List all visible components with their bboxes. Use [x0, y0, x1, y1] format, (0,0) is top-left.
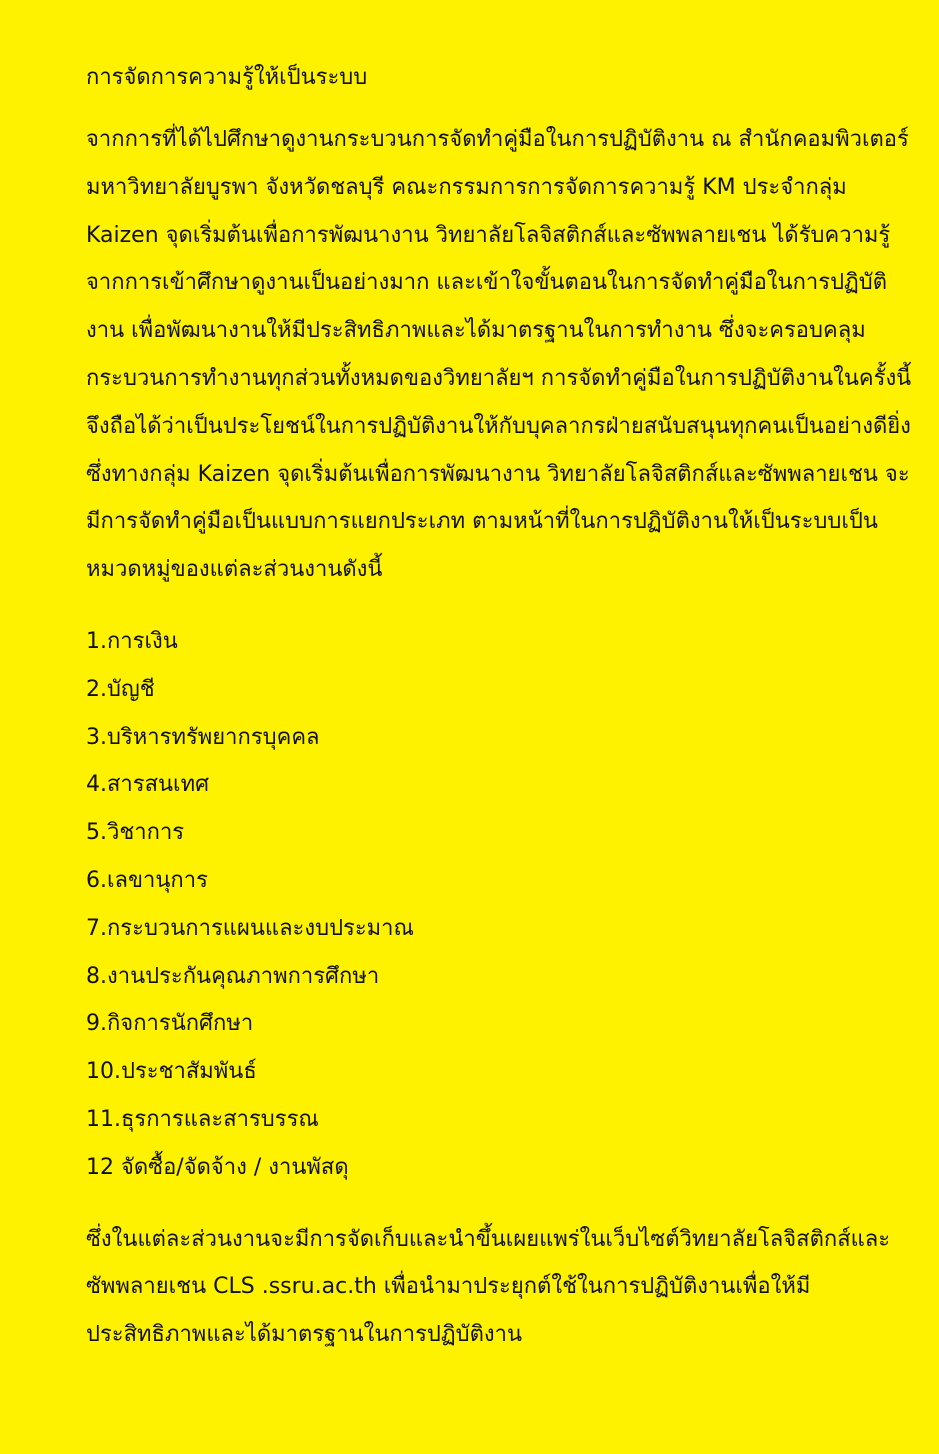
list-item: 8.งานประกันคุณภาพการศึกษา [86, 963, 380, 989]
document-title: การจัดการความรู้ให้เป็นระบบ [86, 65, 368, 90]
list-item: 1.การเงิน [86, 628, 178, 654]
list-item: 3.บริหารทรัพยากรบุคคล [86, 724, 320, 750]
list-item: 10.ประชาสัมพันธ์ [86, 1059, 257, 1085]
list-item: 11.ธุรการและสารบรรณ [86, 1106, 319, 1132]
intro-paragraph: จากการที่ได้ไปศึกษาดูงานกระบวนการจัดทำคู่มือในการปฏิบัติงาน ณ สำนักคอมพิวเตอร์ มหาวิทยาลัยบูรพา จังหวัดชลบุรี คณะกรรมการการจัดการความรู้ KM ประจำกลุ่ม Kaizen จุดเริ่มต้นเพื่อการพัฒนางาน วิทยาลัยโลจิสติกส์และซัพพลายเชน ได้รับความรู้จากการเข้าศึกษาดูงานเป็นอย่างมาก และเข้าใจขั้นตอนในการจัดทำคู่มือในการปฏิบัติงาน เพื่อพัฒนางานให้มีประสิทธิภาพและได้มาตรฐานในการทำงาน ซึ่งจะครอบคลุมกระบวนการทำงานทุกส่วนทั้งหมดของวิทยาลัยฯ การจัดทำคู่มือในการปฏิบัติงานในครั้งนี้จึงถือได้ว่าเป็นประโยชน์ในการปฏิบัติงานให้กับบุคลากรฝ่ายสนับสนุนทุกคนเป็นอย่างดียิ่ง ซึ่งทางกลุ่ม Kaizen จุดเริ่มต้นเพื่อการพัฒนางาน วิทยาลัยโลจิสติกส์และซัพพลายเชน จะมีการจัดทำคู่มือเป็นแบบการแยกประเภท ตามหน้าที่ในการปฏิบัติงานให้เป็นระบบเป็นหมวดหมู่ของแต่ละส่วนงานดังนี้ [86, 127, 912, 583]
list-item: 2.บัญชี [86, 676, 155, 702]
list-item: 6.เลขานุการ [86, 867, 208, 893]
list-item: 9.กิจการนักศึกษา [86, 1011, 254, 1037]
category-list [86, 618, 913, 1192]
list-item: 7.กระบวนการแผนและงบประมาณ [86, 915, 414, 941]
list-item: 12 จัดซื้อ/จัดจ้าง / งานพัสดุ [86, 1154, 349, 1180]
list-item: 4.สารสนเทศ [86, 772, 210, 798]
closing-paragraph: ซึ่งในแต่ละส่วนงานจะมีการจัดเก็บและนำขึ้นเผยแพร่ในเว็บไซต์วิทยาลัยโลจิสติกส์และซัพพลายเชน CLS .ssru.ac.th เพื่อนำมาประยุกต์ใช้ในการปฏิบัติงานเพื่อให้มีประสิทธิภาพและได้มาตรฐานในการปฏิบัติงาน [86, 1226, 891, 1348]
list-item: 5.วิชาการ [86, 820, 185, 846]
